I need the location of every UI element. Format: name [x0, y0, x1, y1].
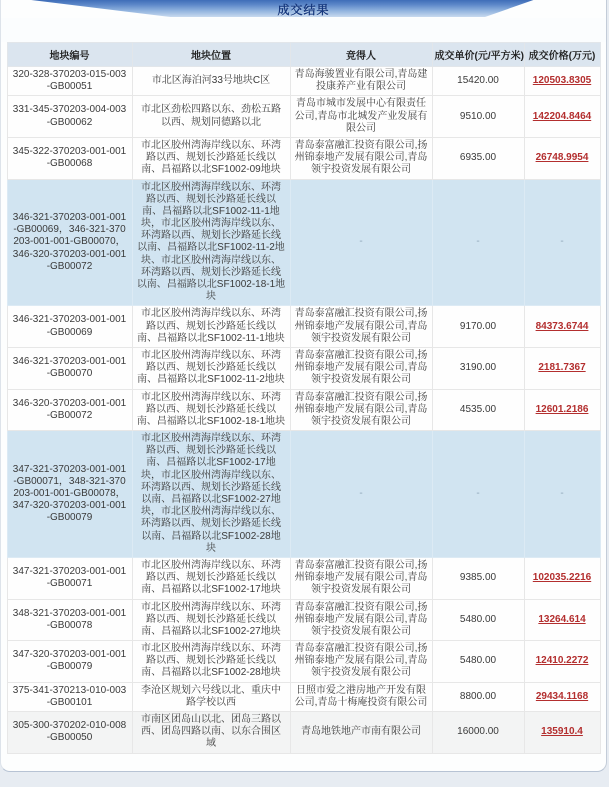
cell-price: -: [524, 179, 600, 306]
cell-id: 346-321-370203-001-001-GB00069，346-321-370203-001-001-GB00070，346-320-370203-001-001-GB00072: [7, 179, 132, 306]
table-header-row: [7, 43, 600, 67]
price-link[interactable]: 12410.2272: [535, 655, 589, 667]
price-link[interactable]: 142204.8464: [532, 110, 592, 122]
cell-location: 市北区胶州湾海岸线以东、环湾路以西、规划长沙路延长线以南、昌福路以北SF1002-09地块: [132, 137, 290, 179]
cell-bidder: 青岛市城市发展中心有限责任公司,青岛市北城发产业发展有限公司: [290, 96, 432, 138]
table-row: [7, 557, 600, 599]
cell-bidder: 青岛泰富融汇投资有限公司,扬州锦泰地产发展有限公司,青岛领宇投资发展有限公司: [290, 389, 432, 431]
cell-id: 346-321-370203-001-001-GB00070: [7, 347, 132, 389]
cell-id: 348-321-370203-001-001-GB00078: [7, 599, 132, 641]
table-row: [7, 306, 600, 348]
price-link[interactable]: 84373.6744: [535, 320, 589, 332]
price-link[interactable]: 13264.614: [538, 613, 586, 625]
price-link[interactable]: 102035.2216: [532, 572, 592, 584]
cell-bidder: 青岛泰富融汇投资有限公司,扬州锦泰地产发展有限公司,青岛领宇投资发展有限公司: [290, 599, 432, 641]
cell-id: 346-320-370203-001-001-GB00072: [7, 389, 132, 431]
cell-id: 331-345-370203-004-003-GB00062: [7, 96, 132, 138]
column-header-id: 地块编号: [7, 43, 132, 67]
cell-unit_price: 3190.00: [432, 347, 524, 389]
cell-id: 375-341-370213-010-003-GB00101: [7, 682, 132, 711]
results-table: [7, 42, 601, 754]
price-link[interactable]: 26748.9954: [535, 152, 589, 164]
price-link[interactable]: 2181.7367: [538, 362, 586, 374]
cell-location: 市北区胶州湾海岸线以东、环湾路以西、规划长沙路延长线以南、昌福路以北SF1002-28地块: [132, 641, 290, 683]
cell-bidder: 青岛泰富融汇投资有限公司,扬州锦泰地产发展有限公司,青岛领宇投资发展有限公司: [290, 306, 432, 348]
cell-id: 345-322-370203-001-001-GB00068: [7, 137, 132, 179]
cell-unit_price: 15420.00: [432, 67, 524, 96]
table-row: [7, 712, 600, 754]
cell-id: 305-300-370202-010-008-GB00050: [7, 712, 132, 754]
cell-price: -: [524, 431, 600, 558]
cell-unit_price: 8800.00: [432, 682, 524, 711]
cell-id: 347-321-370203-001-001-GB00071: [7, 557, 132, 599]
cell-id: 347-320-370203-001-001-GB00079: [7, 641, 132, 683]
cell-bidder: 青岛泰富融汇投资有限公司,扬州锦泰地产发展有限公司,青岛领宇投资发展有限公司: [290, 137, 432, 179]
cell-unit_price: 9385.00: [432, 557, 524, 599]
cell-price: [524, 557, 600, 599]
cell-price: [524, 389, 600, 431]
column-header-unit_price: 成交单价(元/平方米): [432, 43, 524, 67]
table-row: [7, 347, 600, 389]
header-ribbon-container: [1, 0, 606, 18]
price-link[interactable]: 29434.1168: [535, 690, 589, 702]
cell-unit_price: 16000.00: [432, 712, 524, 754]
cell-unit_price: 5480.00: [432, 641, 524, 683]
table-row: [7, 599, 600, 641]
cell-price: [524, 347, 600, 389]
table-row: [7, 96, 600, 138]
table-row: [7, 179, 600, 306]
column-header-bidder: 竞得人: [290, 43, 432, 67]
cell-price: [524, 67, 600, 96]
cell-unit_price: 9170.00: [432, 306, 524, 348]
cell-id: 346-321-370203-001-001-GB00069: [7, 306, 132, 348]
cell-price: [524, 137, 600, 179]
cell-bidder: 青岛泰富融汇投资有限公司,扬州锦泰地产发展有限公司,青岛领宇投资发展有限公司: [290, 557, 432, 599]
cell-bidder: 青岛地铁地产市南有限公司: [290, 712, 432, 754]
table-row: [7, 641, 600, 683]
cell-price: [524, 641, 600, 683]
header-spacer: [1, 18, 606, 42]
cell-id: 320-328-370203-015-003-GB00051: [7, 67, 132, 96]
cell-bidder: 青岛泰富融汇投资有限公司,扬州锦泰地产发展有限公司,青岛领宇投资发展有限公司: [290, 641, 432, 683]
cell-price: [524, 682, 600, 711]
cell-location: 市北区胶州湾海岸线以东、环湾路以西、规划长沙路延长线以南、昌福路以北SF1002-17地块: [132, 557, 290, 599]
table-row: [7, 389, 600, 431]
cell-bidder: 青岛海骏置业有限公司,青岛建投康养产业有限公司: [290, 67, 432, 96]
table-row: [7, 137, 600, 179]
cell-bidder: 青岛泰富融汇投资有限公司,扬州锦泰地产发展有限公司,青岛领宇投资发展有限公司: [290, 347, 432, 389]
table-row: [7, 682, 600, 711]
cell-location: 市北区胶州湾海岸线以东、环湾路以西、规划长沙路延长线以南、昌福路以北SF1002-11-1地块: [132, 306, 290, 348]
cell-unit_price: 9510.00: [432, 96, 524, 138]
table-row: [7, 67, 600, 96]
cell-bidder: 日照市爱之港房地产开发有限公司,青岛十梅庵投资有限公司: [290, 682, 432, 711]
cell-price: [524, 306, 600, 348]
cell-location: 市北区劲松四路以东、劲松五路以西、规划同德路以北: [132, 96, 290, 138]
column-header-location: 地块位置: [132, 43, 290, 67]
cell-location: 市北区胶州湾海岸线以东、环湾路以西、规划长沙路延长线以南、昌福路以北SF1002-27地块: [132, 599, 290, 641]
cell-price: [524, 712, 600, 754]
cell-location: 市北区海泊河33号地块C区: [132, 67, 290, 96]
page-title: 成交结果: [277, 3, 330, 17]
cell-unit_price: -: [432, 179, 524, 306]
cell-id: 347-321-370203-001-001-GB00071，348-321-370203-001-001-GB00078，347-320-370203-001-001-GB00079: [7, 431, 132, 558]
cell-unit_price: 4535.00: [432, 389, 524, 431]
cell-location: 市北区胶州湾海岸线以东、环湾路以西、规划长沙路延长线以南、昌福路以北SF1002-18-1地块: [132, 389, 290, 431]
cell-unit_price: 6935.00: [432, 137, 524, 179]
column-header-price: 成交价格(万元): [524, 43, 600, 67]
price-link[interactable]: 12601.2186: [535, 403, 589, 415]
cell-location: 李沧区规划六号线以北、重庆中路学校以西: [132, 682, 290, 711]
cell-bidder: -: [290, 431, 432, 558]
cell-location: 市北区胶州湾海岸线以东、环湾路以西、规划长沙路延长线以南、昌福路以北SF1002-11-1地块，市北区胶州湾海岸线以东、环湾路以西、规划长沙路延长线以南、昌福路以北SF1002-11-2地块、市北区胶州湾海岸线以东、环湾路以西、规划长沙路延长线以南、昌福路以北SF1002-18-1地块: [132, 179, 290, 306]
cell-price: [524, 96, 600, 138]
cell-unit_price: -: [432, 431, 524, 558]
price-link[interactable]: 120503.8305: [532, 75, 592, 87]
cell-location: 市南区团岛山以北、团岛三路以西、团岛四路以南、以东合围区域: [132, 712, 290, 754]
table-row: [7, 431, 600, 558]
cell-price: [524, 599, 600, 641]
cell-bidder: -: [290, 179, 432, 306]
cell-unit_price: 5480.00: [432, 599, 524, 641]
cell-location: 市北区胶州湾海岸线以东、环湾路以西、规划长沙路延长线以南、昌福路以北SF1002-17地块，市北区胶州湾海岸线以东、环湾路以西、规划长沙路延长线以南、昌福路以北SF1002-27地块，市北区胶州湾海岸线以东、环湾路以西、规划长沙路延长线以南、昌福路以北SF1002-28地块: [132, 431, 290, 558]
cell-location: 市北区胶州湾海岸线以东、环湾路以西、规划长沙路延长线以南、昌福路以北SF1002-11-2地块: [132, 347, 290, 389]
price-link[interactable]: 135910.4: [541, 726, 583, 738]
